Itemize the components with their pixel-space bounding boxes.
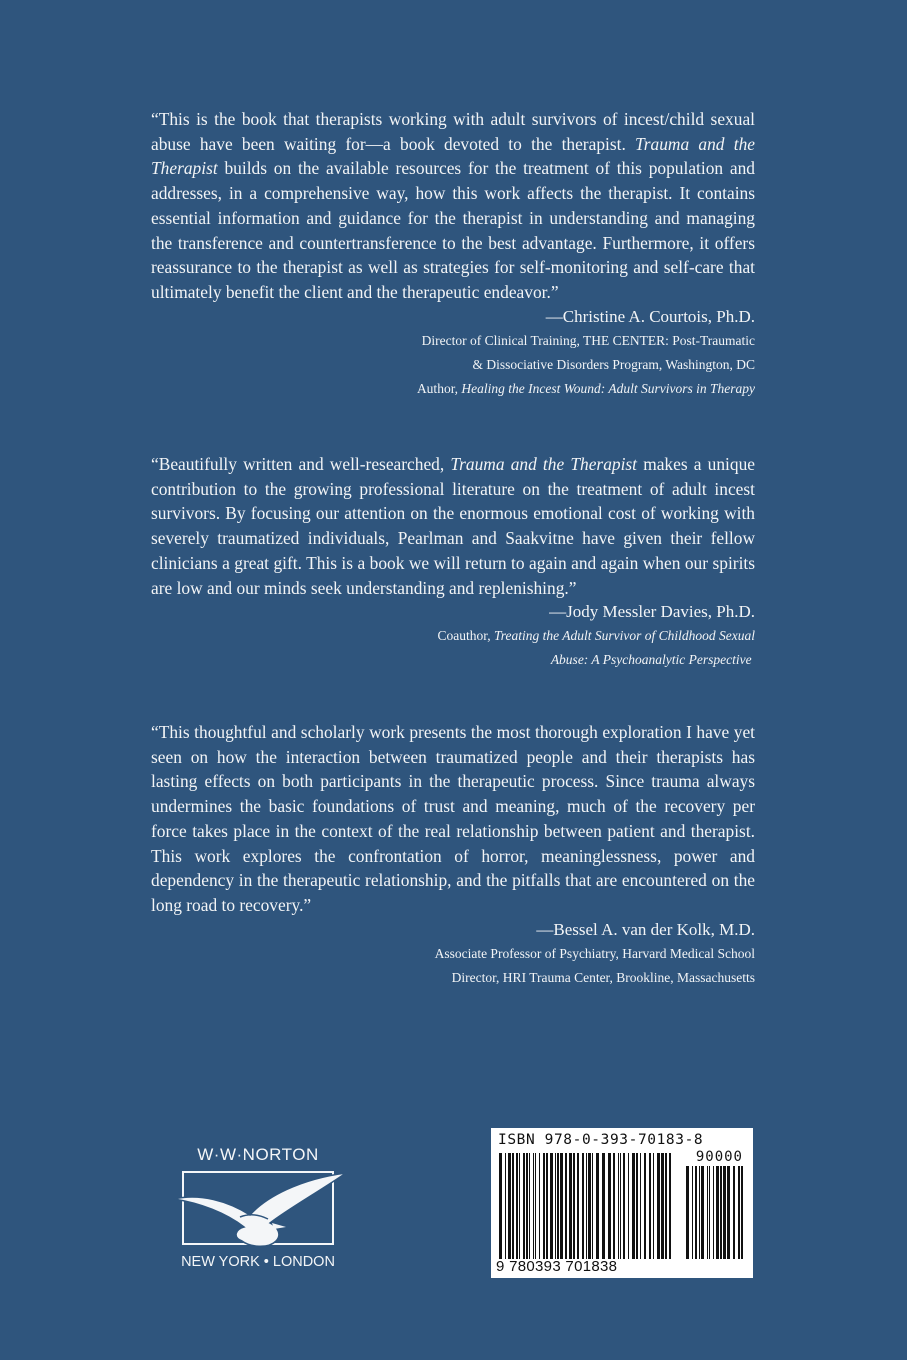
barcode-bar — [640, 1153, 641, 1259]
price-addon-code: 90000 — [695, 1149, 743, 1165]
barcode-bar — [608, 1153, 611, 1259]
barcode-bar — [519, 1153, 520, 1259]
barcode-bar — [623, 1153, 625, 1259]
barcode-bar — [716, 1166, 719, 1259]
quote-author: —Jody Messler Davies, Ph.D. — [549, 602, 755, 622]
barcode-bar — [555, 1153, 556, 1259]
quote-van-der-kolk — [151, 720, 755, 990]
barcode-bar — [699, 1166, 700, 1259]
barcode-bar — [713, 1166, 714, 1259]
barcode-bar — [529, 1153, 530, 1259]
isbn-barcode — [491, 1128, 753, 1278]
barcode-bar — [586, 1153, 587, 1259]
barcode-bar — [695, 1166, 697, 1259]
barcode-bar — [692, 1166, 693, 1259]
barcode-bar — [738, 1166, 740, 1259]
author-credential: Director of Clinical Training, THE CENTER: Post-Traumatic — [421, 332, 755, 348]
quote-davies — [151, 452, 755, 672]
barcode-bar — [669, 1153, 671, 1259]
barcode-bar — [733, 1166, 735, 1259]
barcode-bar — [560, 1153, 563, 1259]
barcode-bar — [628, 1153, 629, 1259]
barcode-bar — [649, 1153, 651, 1259]
barcode-bar — [701, 1166, 704, 1259]
quote-text: “This thoughtful and scholarly work presents the most thorough exploration I have yet seen on how the interaction between traumatized people and their therapists has lasting effects on both participants in the therapeutic process. Since trauma always undermines the basic foundations of trust and meaning, much of the recovery per force takes place in the context of the real relationship between patient and therapist. This work explores the confrontation of horror, meaninglessness, power and dependency in the therapeutic relationship, and the pitfalls that are encountered on the long road to recovery.” — [151, 722, 755, 915]
barcode-bar — [550, 1153, 553, 1259]
publisher-name: W·W·NORTON — [197, 1145, 319, 1164]
barcode-bar — [644, 1153, 646, 1259]
barcode-bar — [602, 1153, 605, 1259]
barcode-bar — [533, 1153, 534, 1259]
ean-bars — [499, 1153, 675, 1259]
author-credential: Abuse: A Psychoanalytic Perspective — [550, 652, 752, 668]
barcode-bar — [582, 1153, 584, 1259]
quote-author: —Bessel A. van der Kolk, M.D. — [536, 919, 755, 939]
barcode-bar — [512, 1153, 514, 1259]
barcode-bar — [686, 1166, 689, 1259]
barcode-bar — [523, 1153, 525, 1259]
barcode-bar — [720, 1166, 722, 1259]
barcode-bar — [709, 1166, 710, 1259]
author-credential: Director, HRI Trauma Center, Brookline, Massachusetts — [451, 969, 755, 985]
author-credential: & Dissociative Disorders Program, Washington, DC — [472, 356, 755, 372]
quote-courtois — [151, 107, 755, 401]
barcode-bar — [546, 1153, 548, 1259]
barcode-bar — [508, 1153, 511, 1259]
barcode-bar — [632, 1153, 635, 1259]
barcode-bar — [588, 1153, 591, 1259]
barcode-bar — [613, 1153, 615, 1259]
author-credential: Associate Professor of Psychiatry, Harvard Medical School — [434, 945, 755, 961]
barcode-bar — [636, 1153, 638, 1259]
barcode-bar — [526, 1153, 528, 1259]
isbn-label: ISBN 978-0-393-70183-8 — [498, 1132, 704, 1148]
barcode-bar — [516, 1153, 518, 1259]
barcode-bar — [505, 1153, 506, 1259]
barcode-bar — [539, 1153, 540, 1259]
barcode-bar — [596, 1153, 599, 1259]
quote-author: —Christine A. Courtois, Ph.D. — [545, 306, 755, 326]
logo-frame — [182, 1171, 334, 1245]
publisher-cities: NEW YORK • LONDON — [181, 1254, 335, 1270]
barcode-bar — [665, 1153, 667, 1259]
barcode-bar — [653, 1153, 654, 1259]
addon-bars — [686, 1166, 744, 1259]
author-credential: Coauthor, Treating the Adult Survivor of Childhood Sexual — [437, 628, 755, 644]
barcode-bar — [499, 1153, 502, 1259]
barcode-bar — [543, 1153, 545, 1259]
book-title: Trauma and the Therapist — [450, 454, 638, 474]
ean-number: 9 780393 701838 — [496, 1258, 618, 1275]
barcode-bar — [573, 1153, 575, 1259]
barcode-bar — [565, 1153, 567, 1259]
barcode-bar — [618, 1153, 619, 1259]
barcode-bar — [592, 1153, 593, 1259]
barcode-bar — [741, 1166, 743, 1259]
barcode-bar — [577, 1153, 579, 1259]
barcode-bar — [569, 1153, 572, 1259]
barcode-bar — [723, 1166, 726, 1259]
barcode-bar — [620, 1153, 621, 1259]
barcode-bar — [661, 1153, 664, 1259]
quote-text: “This is the book that therapists working with adult survivors of incest/child sexual abuse have been waiting for—a book devoted to the therapist. Trauma and the Therapist builds on the available resources for the treatment of this population and addresses, in a comprehensive way, how this work affects the therapist. It contains essential information and guidance for the therapist in understanding and managing the transference and countertransference to the best advantage. Furthermore, it offers reassurance to the therapist as well as strategies for self-monitoring and self-care that ultimately benefit the client and the therapeutic endeavor.” — [151, 109, 755, 302]
barcode-bar — [557, 1153, 559, 1259]
barcode-bar — [707, 1166, 708, 1259]
publisher-logo — [175, 1145, 341, 1270]
author-credential: Author, Healing the Incest Wound: Adult Survivors in Therapy — [416, 380, 755, 396]
barcode-bar — [727, 1166, 730, 1259]
quote-text: “Beautifully written and well-researched, Trauma and the Therapist makes a unique contribution to the growing professional literature on the treatment of adult incest survivors. By focusing our attention on the enormous emotional cost of working with severely traumatized individuals, Pearlman and Saakvitne have given their fellow clinicians a great gift. This is a book we will return to again and again when our spirits are low and our minds seek understanding and replenishing.” — [151, 454, 755, 598]
barcode-bar — [535, 1153, 536, 1259]
book-title: Trauma and the Therapist — [151, 133, 755, 179]
barcode-bar — [657, 1153, 660, 1259]
seagull-icon — [170, 1157, 350, 1257]
